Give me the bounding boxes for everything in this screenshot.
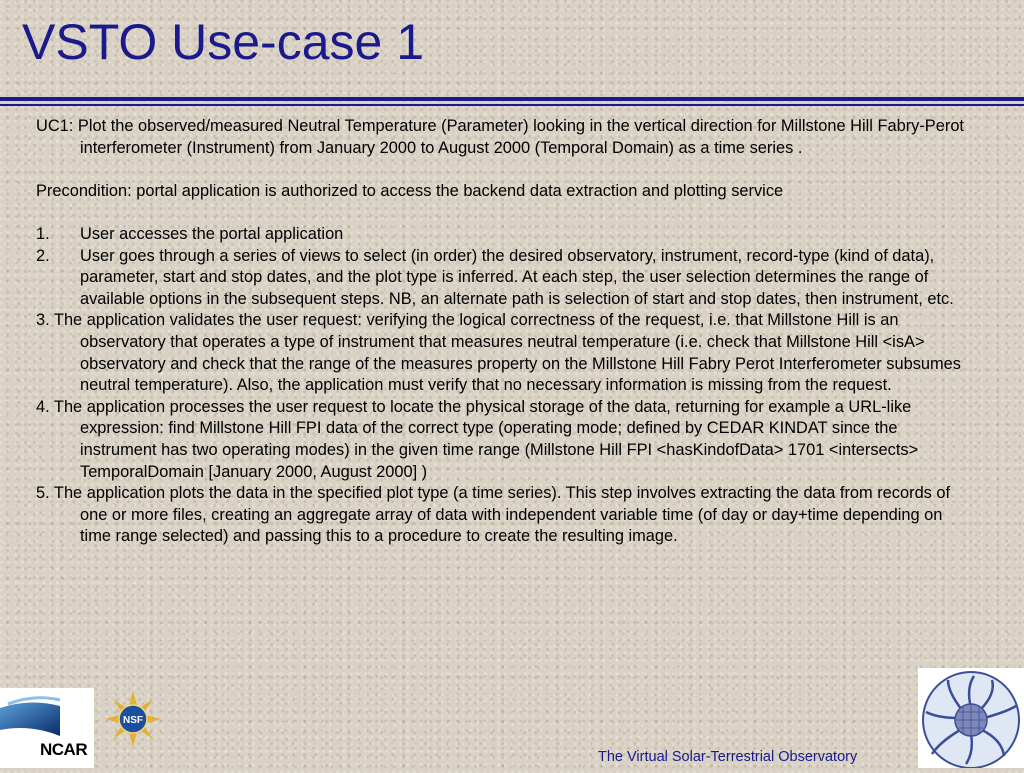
step-text: User goes through a series of views to select (in order) the desired observatory, instrument, record-type (kind of data), parameter, start and stop dates, and the plot type is inferred. At each step, the user selection determines the range of available options in the subsequent steps. NB, an alternate path is selection of start and stop dates, then instrument, etc. bbox=[80, 246, 954, 308]
nsf-logo bbox=[104, 690, 162, 748]
nsf-seal-icon bbox=[104, 690, 162, 748]
ncar-logo bbox=[0, 688, 94, 768]
step-3: 3. The application validates the user request: verifying the logical correctness of the request, i.e. that Millstone Hill is an observatory that operates a type of instrument that measures neutral temperature (i.e. check that Millstone Hill <isA> observatory and check that the range of the measures property on the Millstone Hill Fabry Perot Interferometer subsumes neutral temperature). Also, the application must verify that no necessary information is missing from the request. bbox=[36, 311, 961, 395]
slide-title: VSTO Use-case 1 bbox=[22, 14, 425, 70]
precondition: Precondition: portal application is authorized to access the backend data extraction and plotting service bbox=[36, 181, 784, 200]
slide-body bbox=[36, 116, 966, 548]
step-number: 2. bbox=[36, 246, 50, 265]
vsto-sun-icon bbox=[918, 668, 1024, 768]
step-text: User accesses the portal application bbox=[80, 224, 344, 243]
spacer bbox=[36, 202, 966, 224]
title-rule-thin bbox=[0, 104, 1024, 106]
spacer bbox=[36, 159, 966, 181]
step-4: 4. The application processes the user request to locate the physical storage of the data, returning for example a URL-like expression: find Millstone Hill FPI data of the correct type (operating mode; defined by CEDAR KINDAT since the instrument has two operating modes) in the given time range (Millstone Hill FPI <hasKindofData> 1701 <intersects> TemporalDomain [January 2000, August 2000] ) bbox=[36, 397, 919, 481]
step-1 bbox=[36, 224, 966, 246]
ncar-swoosh-icon bbox=[0, 688, 94, 740]
footer-text: The Virtual Solar-Terrestrial Observatory bbox=[598, 749, 858, 765]
step-number: 1. bbox=[36, 224, 50, 243]
ncar-text: NCAR bbox=[40, 740, 88, 759]
nsf-text: NSF bbox=[123, 715, 143, 726]
vsto-logo bbox=[918, 668, 1024, 768]
step-5: 5. The application plots the data in the specified plot type (a time series). This step involves extracting the data from records of one or more files, creating an aggregate array of data with independent variable time (of day or day+time depending on time range selected) and passing this to a procedure to create the resulting image. bbox=[36, 484, 951, 546]
title-rule-thick bbox=[0, 97, 1024, 101]
use-case-statement: UC1: Plot the observed/measured Neutral Temperature (Parameter) looking in the vertical direction for Millstone Hill Fabry-Perot interferometer (Instrument) from January 2000 to August 2000 (Temporal Domain) as a time series . bbox=[36, 117, 964, 157]
step-2 bbox=[36, 246, 966, 311]
